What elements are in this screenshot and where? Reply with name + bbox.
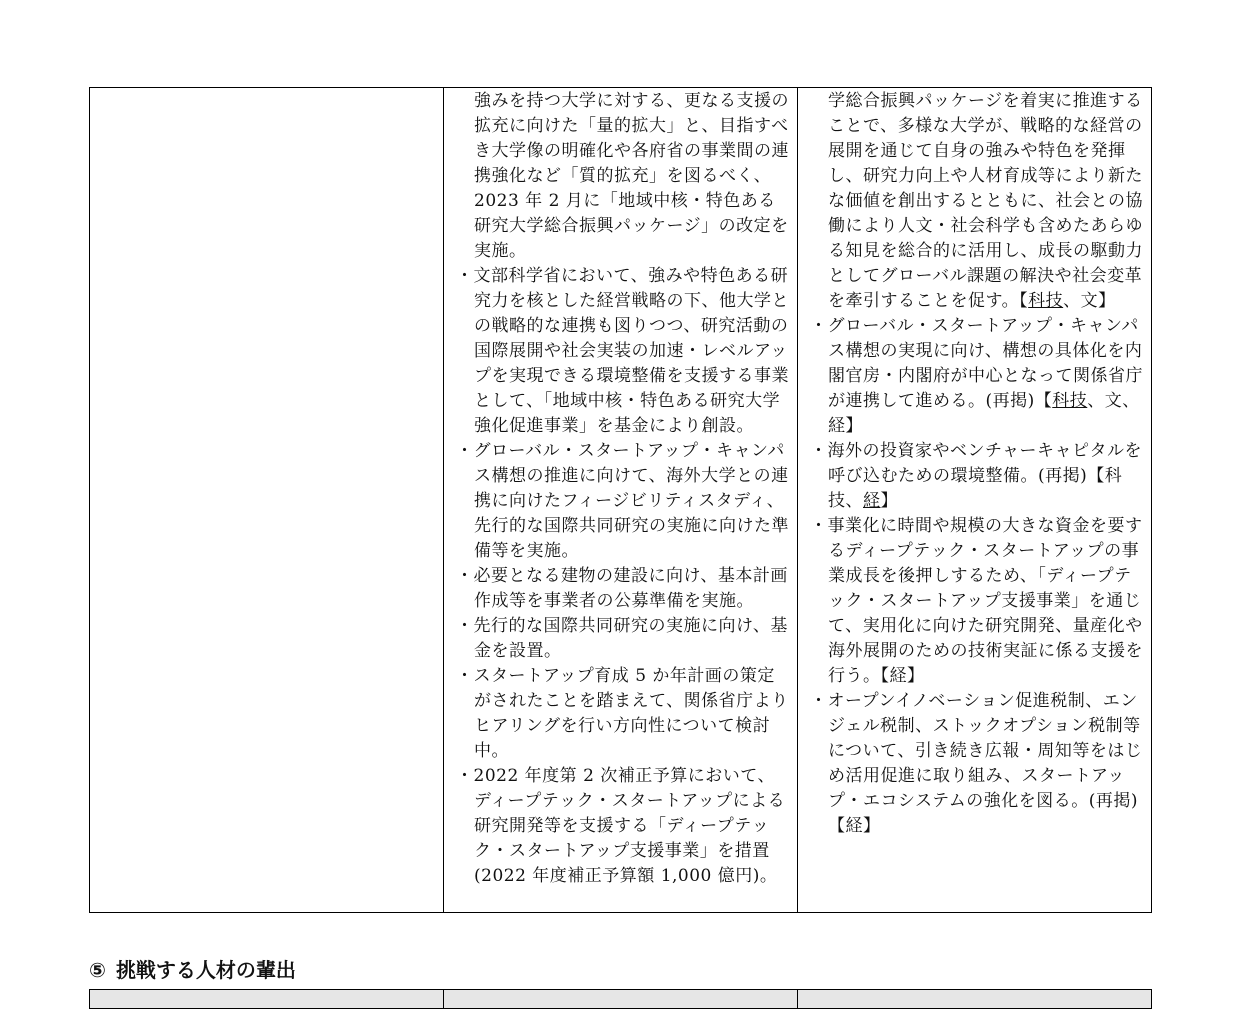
table-column-1: [90, 88, 444, 912]
list-item-text: 】: [880, 491, 898, 511]
list-item-text: ・グローバル・スタートアップ・キャンパス構想の推進に向けて、海外大学との連携に向けたフィージビリティスタディ、先行的な国際共同研究の実施に向けた準備等を実施。: [456, 441, 789, 561]
list-item: [810, 514, 1143, 689]
list-item: [456, 564, 789, 614]
list-item-text: ・2022 年度第 2 次補正予算において、ディープテック・スタートアップによる研究開発等を支援する「ディープテック・スタートアップ支援事業」を措置(2022 年度補正予算額 1,000 億円)。: [456, 766, 786, 886]
list-item: [810, 89, 1143, 314]
next-table-header-cell: [798, 990, 1151, 1008]
section-number: ⑤: [89, 958, 106, 982]
next-table-header: [89, 989, 1152, 1009]
list-item: [456, 614, 789, 664]
list-item-text: 、文】: [1063, 291, 1116, 311]
list-item-text: 科技: [1052, 391, 1088, 411]
list-item: [810, 314, 1143, 439]
next-table-header-cell: [444, 990, 798, 1008]
list-item: [456, 89, 789, 264]
table-column-3: [798, 88, 1151, 912]
list-item-text: ・必要となる建物の建設に向け、基本計画作成等を事業者の公募準備を実施。: [456, 566, 788, 611]
list-item-text: ・スタートアップ育成 5 か年計画の策定がされたことを踏まえて、関係省庁よりヒアリングを行い方向性について検討中。: [456, 666, 789, 761]
list-item-text: 強みを持つ大学に対する、更なる支援の拡充に向けた「量的拡大」と、目指すべき大学像の明確化や各府省の事業間の連携強化など「質的拡充」を図るべく、2023 年 2 月に「地域中核・特色ある研究大学総合振興パッケージ」の改定を実施。: [474, 91, 789, 261]
list-item-text: 、文、経】: [828, 391, 1140, 436]
list-item-text: ・: [810, 441, 828, 461]
list-item-text: ・グローバル・スタートアップ・キャンパス構想の実現に向け、構想の具体化を内閣官房・内閣府が中心となって関係省庁が連携して進める。(再掲)【: [810, 316, 1143, 411]
list-item: [810, 689, 1143, 839]
list-item-text: 海外の投資家やベンチャーキャピタルを呼び込むための環境整備。(再掲)【科技、: [827, 441, 1142, 511]
list-item: [456, 664, 789, 764]
list-item-text: ・オープンイノベーション促進税制、エンジェル税制、ストックオプション税制等について、引き続き広報・周知等をはじめ活用促進に取り組み、スタートアップ・エコシステムの強化を図る。(再掲)【経】: [810, 691, 1143, 836]
section-title: 挑戦する人材の輩出: [115, 958, 296, 982]
list-item-text: ・文部科学省において、強みや特色ある研究力を核とした経営戦略の下、他大学との戦略的な連携も図りつつ、研究活動の国際展開や社会実装の加速・レベルアップを実現できる環境整備を支援する事業として、「地域中核・特色ある研究大学強化促進事業」を基金により創設。: [456, 266, 789, 436]
list-item-text: 経: [863, 491, 881, 511]
measures-table: [89, 87, 1152, 913]
next-table-header-cell: [90, 990, 444, 1008]
list-item: [456, 264, 789, 439]
list-item-text: ・事業化に時間や規模の大きな資金を要するディープテック・スタートアップの事業成長を後押しするため、「ディープテック・スタートアップ支援事業」を通じて、実用化に向けた研究開発、量産化や海外展開のための技術実証に係る支援を行う。【経】: [810, 516, 1143, 686]
list-item-text: 学総合振興パッケージを着実に推進することで、多様な大学が、戦略的な経営の展開を通じて自身の強みや特色を発揮し、研究力向上や人材育成等により新たな価値を創出するとともに、社会との協働により人文・社会科学も含めたあらゆる知見を総合的に活用し、成長の駆動力としてグローバル課題の解決や社会変革を牽引することを促す。【: [828, 91, 1143, 311]
list-item-text: 科技: [1028, 291, 1064, 311]
list-item: [456, 764, 789, 889]
table-column-2: [444, 88, 798, 912]
section-heading: [89, 956, 296, 984]
list-item: [810, 439, 1143, 514]
list-item: [456, 439, 789, 564]
list-item-text: ・先行的な国際共同研究の実施に向け、基金を設置。: [456, 616, 788, 661]
